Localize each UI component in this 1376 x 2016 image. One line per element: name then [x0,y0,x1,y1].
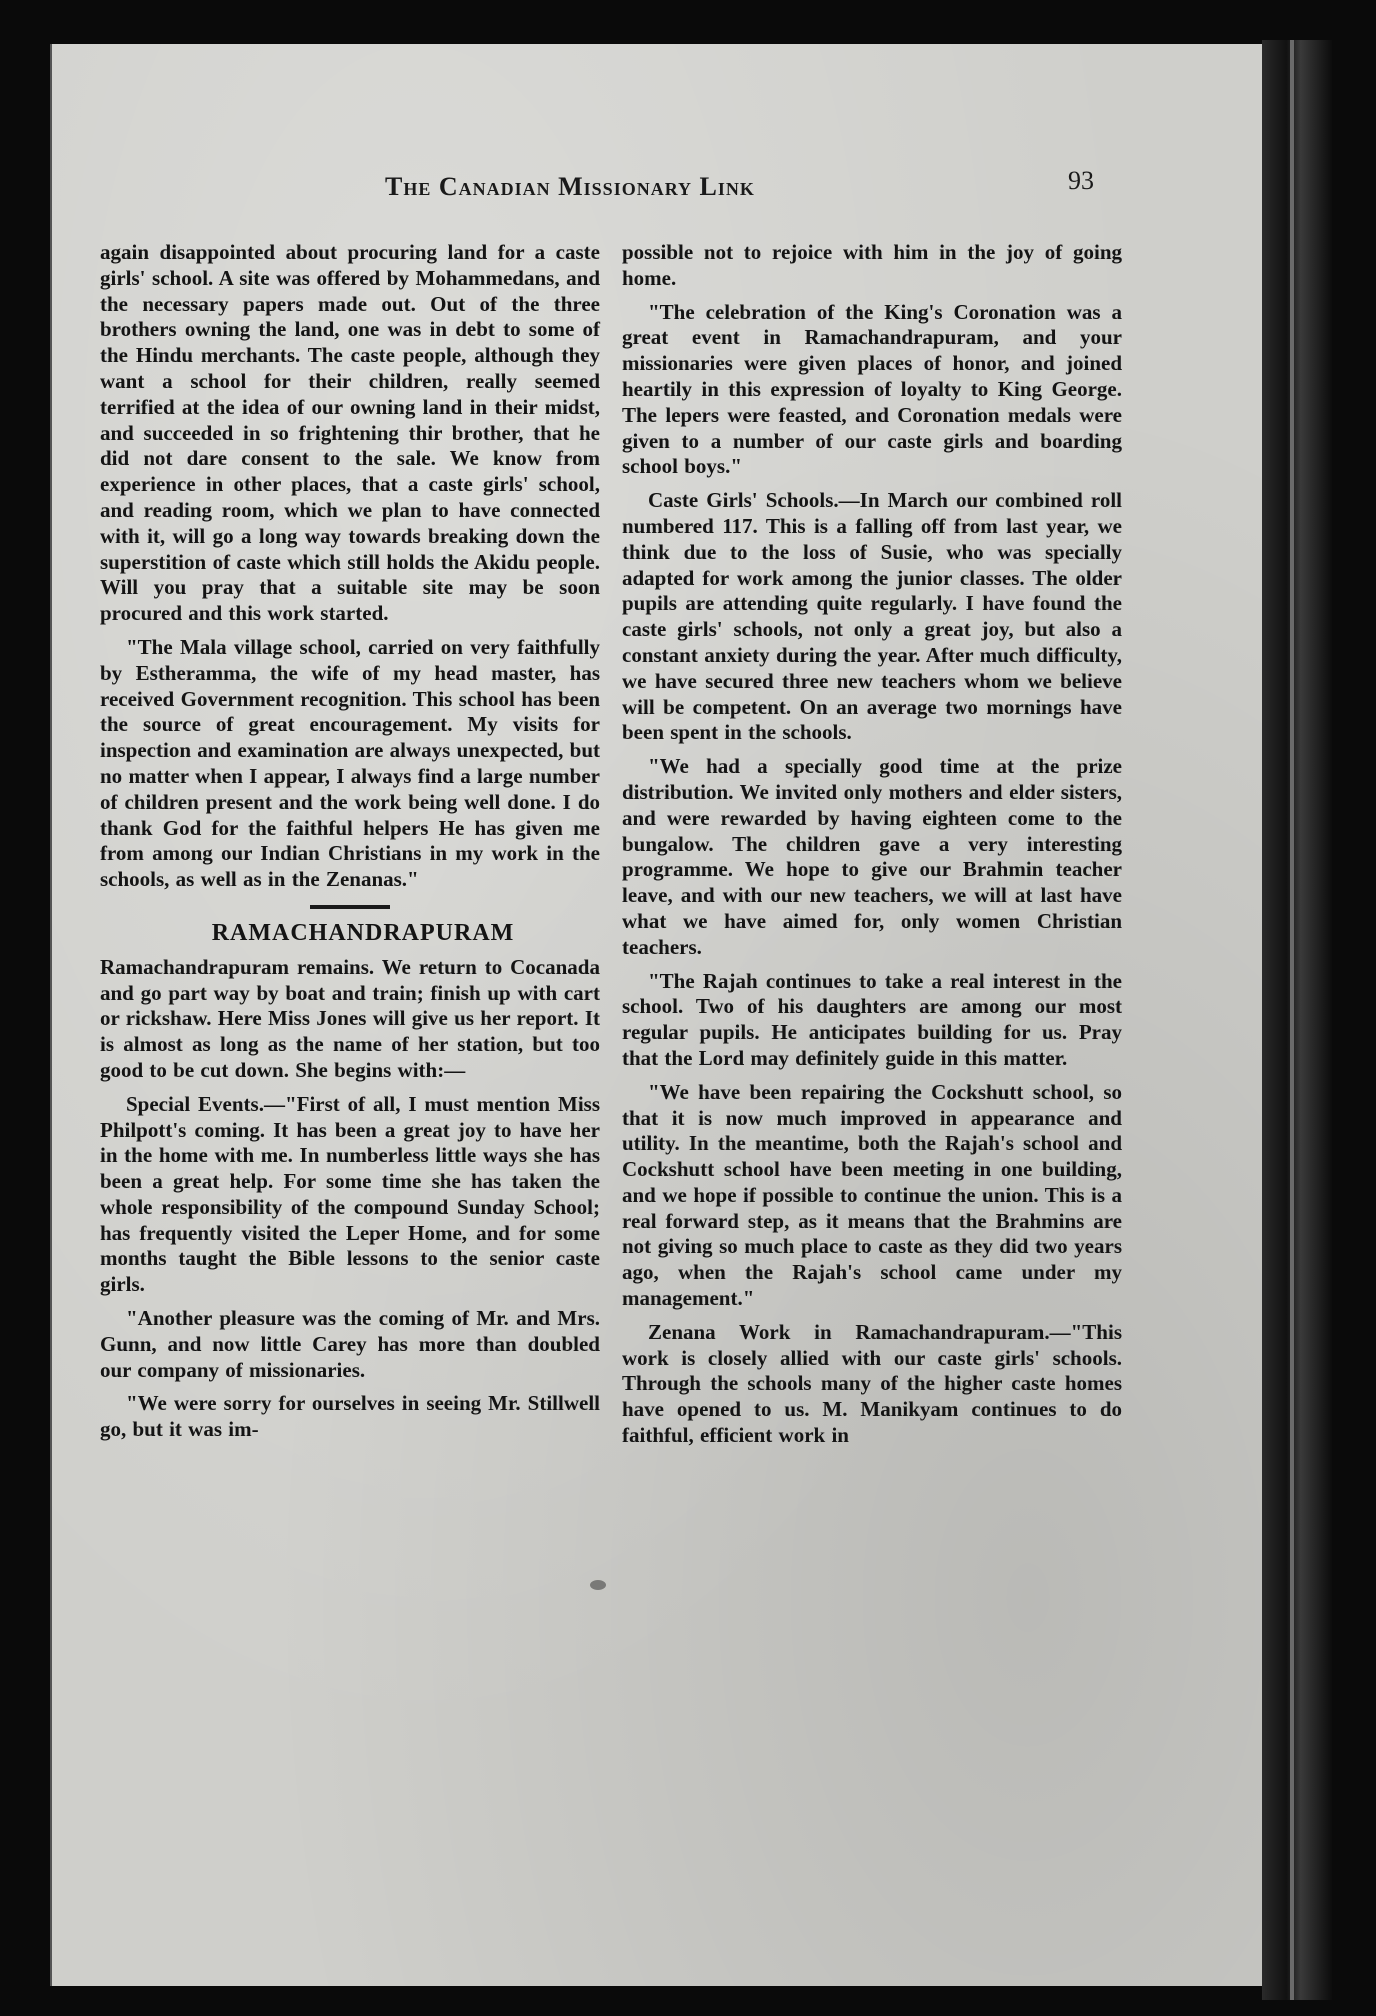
paragraph: "The Mala village school, carried on very faithfully by Estheramma, the wife of my head master, has received Government recognition. This school has been the source of great encouragement. My visits for inspection and examination are always unexpected, but no matter when I appear, I always find a large number of children present and the work being well done. I do thank God for the faithful helpers He has given me from among our Indian Christians in my work in the schools, as well as in the Zenanas." [100,634,600,892]
paragraph: "We were sorry for ourselves in seeing Mr. Stillwell go, but it was im- [100,1391,600,1442]
paragraph: "Another pleasure was the coming of Mr. and Mrs. Gunn, and now little Carey has more than doubled our company of missionaries. [100,1306,600,1382]
ink-smudge [590,1580,606,1590]
left-column [100,240,600,1451]
paragraph: again disappointed about procuring land for a caste girls' school. A site was offered by Mohammedans, and the necessary papers made out. Out of the three brothers owning the land, one was in debt to some of the Hindu merchants. The caste people, although they want a school for their children, really seemed terrified at the idea of our owning land in their midst, and succeeded in so frightening thir brother, that he did not dare consent to the sale. We know from experience in other places, that a caste girls' school, and reading room, which we plan to have connected with it, will go a long way towards breaking down the superstition of caste which still holds the Akidu people. Will you pray that a suitable site may be soon procured and this work started. [100,240,600,626]
paragraph: "We have been repairing the Cockshutt school, so that it is now much improved in appearance and utility. In the meantime, both the Rajah's school and Cockshutt school have been meeting in one building, and we hope if possible to continue the union. This is a real forward step, as it means that the Brahmins are not giving so much place to caste as they did two years ago, when the Rajah's school came under my management." [622,1079,1122,1311]
paragraph: Caste Girls' Schools.—In March our combined roll numbered 117. This is a falling off from last year, we think due to the loss of Susie, who was specially adapted for work among the junior classes. The older pupils are attending quite regularly. I have found the caste girls' schools, not only a great joy, but also a constant anxiety during the year. After much difficulty, we have secured three new teachers whom we believe will be competent. On an average two mornings have been spent in the schools. [622,488,1122,745]
paragraph: "The celebration of the King's Coronation was a great event in Ramachandrapuram, and your missionaries were given places of honor, and joined heartily in this expression of loyalty to King George. The lepers were feasted, and Coronation medals were given to a number of our caste girls and boarding school boys." [622,299,1122,479]
paragraph: "We had a specially good time at the prize distribution. We invited only mothers and elder sisters, and were rewarded by having eighteen come to the bungalow. The children gave a very interesting programme. We hope to give our Brahmin teacher leave, and with our new teachers, we will at last have what we have aimed for, only women Christian teachers. [622,754,1122,959]
running-title: The Canadian Missionary Link [385,172,755,201]
paragraph: Zenana Work in Ramachandrapuram.—"This work is closely allied with our caste girls' schools. Through the schools many of the higher caste homes have opened to us. M. Manikyam continues to do faithful, efficient work in [622,1319,1122,1448]
paragraph: Ramachandrapuram remains. We return to Cocanada and go part way by boat and train; finish up with cart or rickshaw. Here Miss Jones will give us her report. It is almost as long as the name of her station, but too good to be cut down. She begins with:— [100,954,600,1082]
section-divider [310,905,390,909]
right-column [622,240,1122,1457]
paragraph: possible not to rejoice with him in the joy of going home. [622,240,1122,290]
book-spine [1262,40,1332,2000]
section-heading: RAMACHANDRAPURAM [211,919,515,946]
paragraph: "The Rajah continues to take a real interest in the school. Two of his daughters are among our most regular pupils. He anticipates building for us. Pray that the Lord may definitely guide in this matter. [622,968,1122,1070]
paragraph: Special Events.—"First of all, I must mention Miss Philpott's coming. It has been a great joy to have her in the home with me. In numberless little ways she has been a great help. For some time she has taken the whole responsibility of the compound Sunday School; has frequently visited the Leper Home, and for some months taught the Bible lessons to the senior caste girls. [100,1091,600,1297]
page-number: 93 [1068,166,1094,195]
spine-edge-line [1290,40,1294,2000]
